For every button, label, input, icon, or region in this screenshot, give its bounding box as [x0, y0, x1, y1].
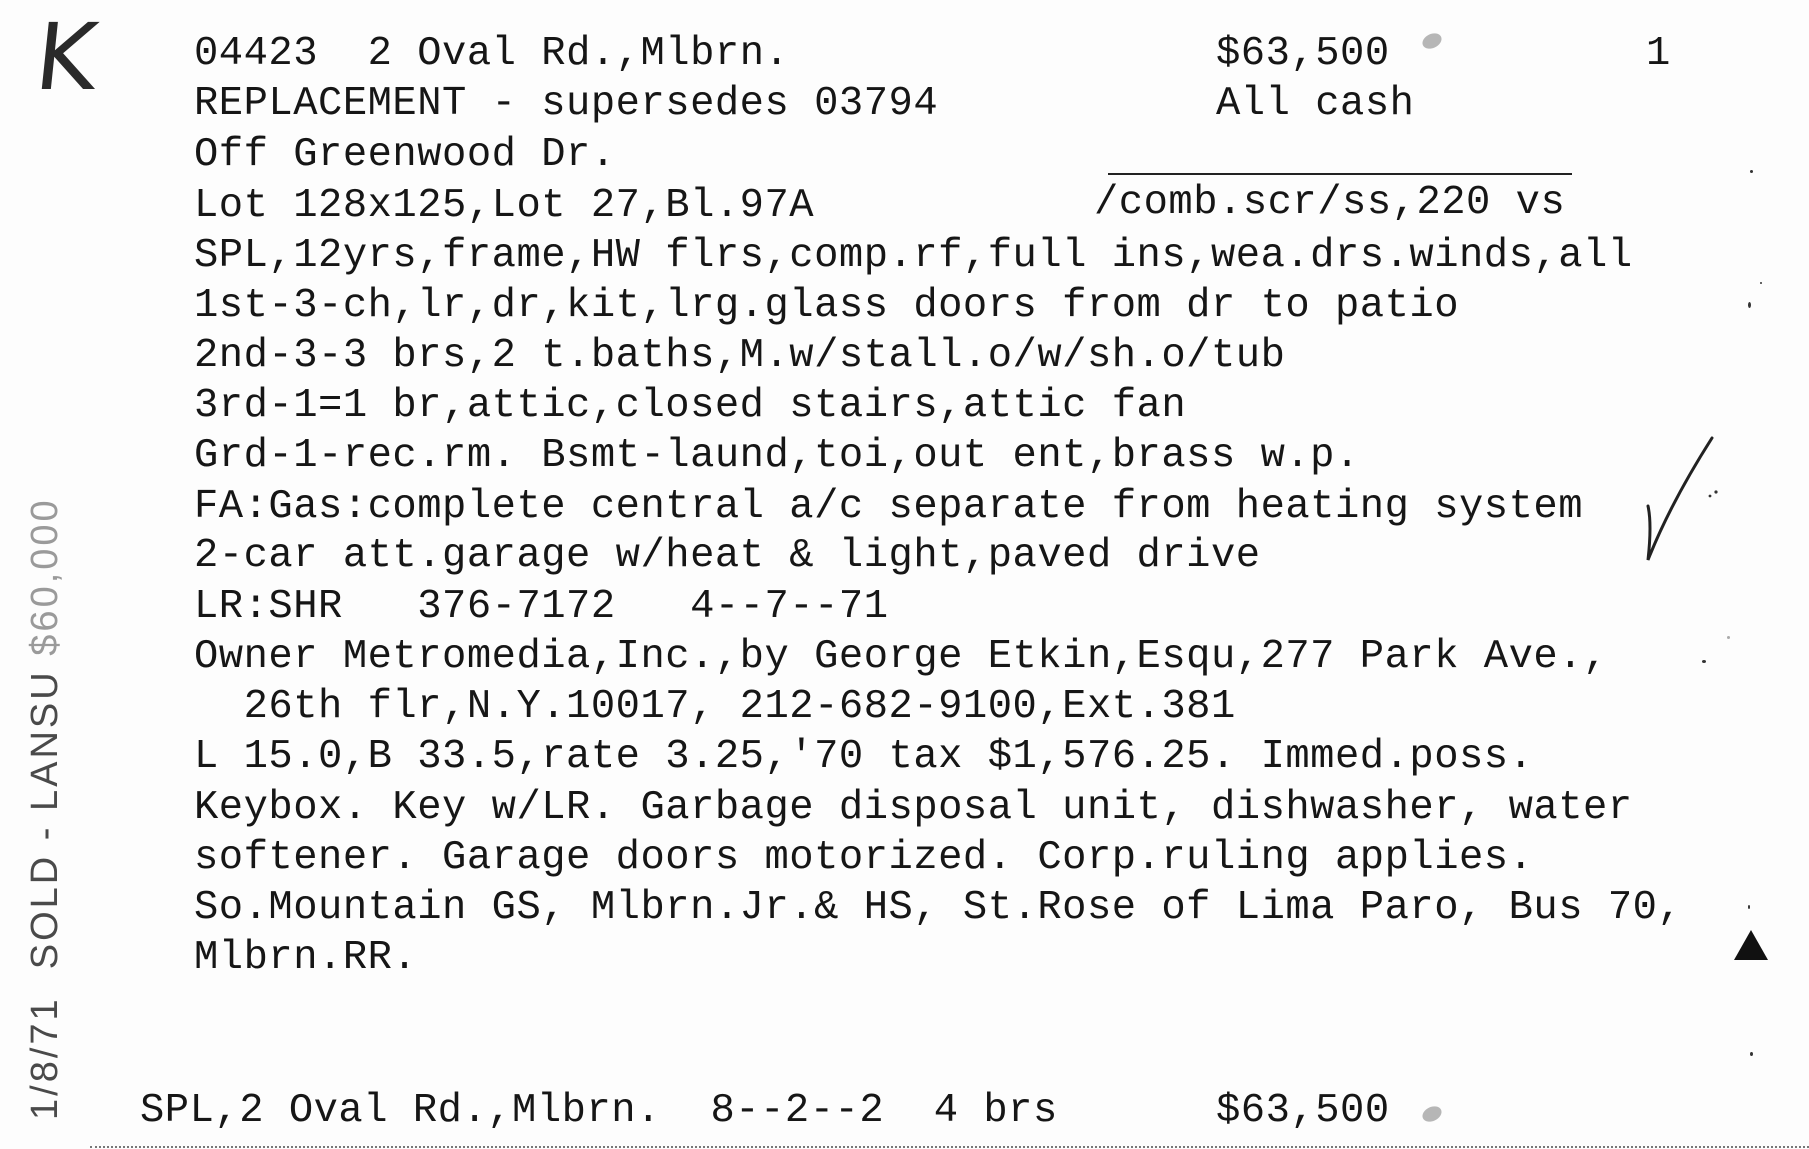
- footer-summary-text: SPL,2 Oval Rd.,Mlbrn. 8--2--2 4 brs: [140, 1088, 1058, 1134]
- speck-mark: [1748, 302, 1751, 308]
- lot-line: Lot 128x125,Lot 27,Bl.97A: [194, 183, 815, 229]
- sold-amount: $60,000: [24, 497, 66, 656]
- speck-mark: [1702, 660, 1706, 663]
- garage-line: 2-car att.garage w/heat & light,paved drive: [194, 533, 1261, 579]
- footer-summary: [0, 1088, 1809, 1149]
- listing-realtor-line: LR:SHR 376-7172 4--7--71: [194, 584, 889, 630]
- listing-price: $63,500: [1216, 31, 1390, 77]
- sold-stamp: [26, 497, 64, 1120]
- financing-terms: All cash: [1216, 81, 1415, 127]
- speck-mark: [1727, 636, 1730, 639]
- triangle-mark-icon: [1734, 930, 1768, 960]
- speck-mark: [1750, 170, 1753, 173]
- heating-line: FA:Gas:complete central a/c separate from heating system: [194, 484, 1584, 530]
- price-mark-icon: [1420, 1103, 1444, 1124]
- listing-number: 04423: [194, 31, 319, 77]
- addendum-rule: [1108, 173, 1572, 175]
- replacement-line: REPLACEMENT - supersedes 03794: [194, 81, 939, 127]
- price-mark-icon: [1420, 30, 1444, 51]
- features-line-2: softener. Garage doors motorized. Corp.ruling applies.: [194, 835, 1534, 881]
- tax-line: L 15.0,B 33.5,rate 3.25,'70 tax $1,576.25. Immed.poss.: [194, 734, 1534, 780]
- ground-basement-line: Grd-1-rec.rm. Bsmt-laund,toi,out ent,brass w.p.: [194, 433, 1360, 479]
- header-left: [194, 31, 790, 77]
- speck-mark: [1748, 905, 1750, 909]
- owner-line: Owner Metromedia,Inc.,by George Etkin,Esqu,277 Park Ave.,: [194, 634, 1608, 680]
- addendum-note: /comb.scr/ss,220 vs: [1094, 180, 1566, 226]
- first-floor-line: 1st-3-ch,lr,dr,kit,lrg.glass doors from dr to patio: [194, 283, 1460, 329]
- owner-address-line: 26th flr,N.Y.10017, 212-682-9100,Ext.381: [194, 684, 1236, 730]
- speck-mark: [1760, 282, 1762, 284]
- second-floor-line: 2nd-3-3 brs,2 t.baths,M.w/stall.o/w/sh.o/tub: [194, 333, 1286, 379]
- footer-rule: [90, 1146, 1809, 1148]
- speck-mark: [1750, 1052, 1753, 1056]
- schools-line: So.Mountain GS, Mlbrn.Jr.& HS, St.Rose of Lima Paro, Bus 70,: [194, 885, 1683, 931]
- card-number: 1: [1646, 31, 1671, 77]
- construction-line: SPL,12yrs,frame,HW flrs,comp.rf,full ins,wea.drs.winds,all: [194, 233, 1633, 279]
- third-floor-line: 3rd-1=1 br,attic,closed stairs,attic fan: [194, 383, 1187, 429]
- listing-address: 2 Oval Rd.,Mlbrn.: [367, 31, 790, 77]
- checkmark-icon: [1640, 434, 1720, 564]
- location-line: Off Greenwood Dr.: [194, 132, 616, 178]
- footer-price: $63,500: [1216, 1088, 1390, 1134]
- railroad-line: Mlbrn.RR.: [194, 935, 418, 981]
- handwritten-letter: K: [30, 4, 103, 111]
- features-line-1: Keybox. Key w/LR. Garbage disposal unit, dishwasher, water: [194, 785, 1633, 831]
- sold-stamp-text: 1/8/71 SOLD - LANSU: [24, 655, 66, 1120]
